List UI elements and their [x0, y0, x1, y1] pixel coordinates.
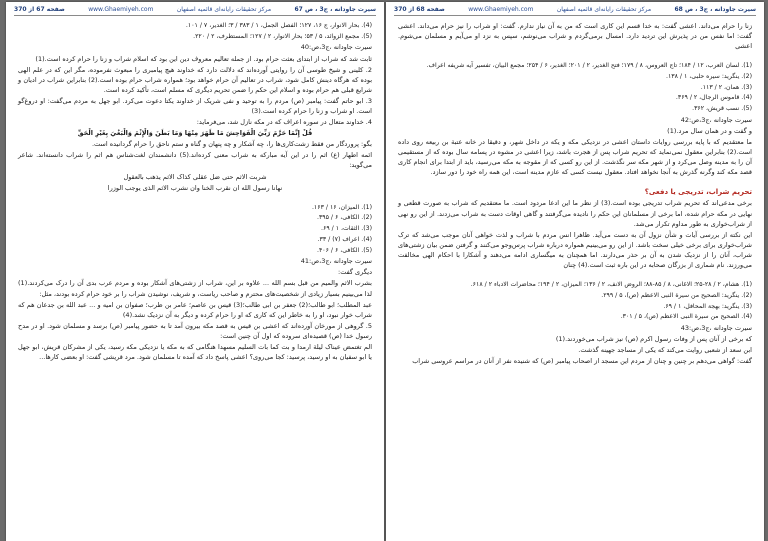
sira-reference: سیرت جاودانه ،ج‏3،ص:41 — [300, 257, 372, 266]
page-header — [394, 6, 756, 16]
footnote: (2). الکافی، ۶ / ۳۹۵. — [316, 214, 372, 222]
footnote: (2). ینگرید: سیره حلبی، ۱ / ۱۳۸. — [666, 72, 752, 80]
sira-reference: سیرت جاودانه ،ج‏3،ص:42 — [680, 115, 752, 124]
header-title: سیرت جاودانه ، ج‏3 ، ص 68 — [674, 6, 756, 13]
paragraph: گفت: گواهی می‌دهم بر چنین و چنان از مردم این مسجد از اصحاب پیامبر (ص) که شنیده نفر از آنان در مراسم عروسی شراب — [412, 357, 752, 366]
footnote: (3). همان، ۲ / ۱۱۳. — [700, 83, 752, 91]
page-body — [6, 16, 384, 362]
paragraph: الم تغتمض عیناک لیلة ارمدا و بت کما بات السلیم مسهدا هنگامی که به مکه یا نزدیکی مکه رسید، یکی از مشرکان قریش، ابو جهل یا ابو سفیان به او رسید، پرسید: کجا می‌روی؟ اعشی پاسخ داد که آمده تا مسلمان شود. مرد قریشی گفت: او بعضی کارها... — [18, 342, 372, 362]
paragraph: بگو: پروردگار من فقط زشت‌کاری‌ها را، چه آشکار و چه پنهان و گناه و ستم ناحق را حرام گردانیده است. — [91, 140, 372, 149]
header-page-number: صفحه 68 از 370 — [394, 6, 445, 13]
paragraph: دیگری گفت: — [338, 268, 372, 277]
paragraph: 4. خداوند متعال در سوره اعراف که در مکه نازل شد، می‌فرماید: — [196, 118, 372, 127]
paragraph: 3. ابو حاتم گفت: پیامبر (ص) مردم را به توحید و نفی شریک از خداوند یکتا دعوت می‌کرد. ابو جهل به مردم می‌گفت: او دروغ‌گو است. او شراب و زنا را حرام کرده است.(3) — [18, 96, 372, 115]
quran-verse: قُلْ إِنَّمَا حَرَّمَ رَبِّيَ الْفَوَاحِشَ مَا ظَهَرَ مِنْهَا وَمَا بَطَنَ وَالْإِثْمَ وَالْبَغْيَ بِغَيْرِ الْحَقِّ — [77, 129, 313, 138]
section-title: تحریم شراب، تدریجی یا دفعی؟ — [644, 188, 752, 197]
header-source: مرکز تحقیقات رایانه‌ای قائمیه اصفهان — [556, 6, 652, 13]
paragraph: ابن سعد از شعبی روایت می‌کند که یکی از مساجد جهینه گذشت. — [578, 346, 752, 355]
footnote: (1). لسان العرب، ۱۲ / ۱۸۴؛ تاج العروس، ۸ / ۱۷۹؛ فتح الغدیر، ۲ / ۲۰۱؛ الغدیر، ۶ / ۲۵۴؛ مجمع البیان، تفسیر آیه شریفه اعراف. — [426, 62, 752, 70]
page-header — [14, 6, 376, 16]
paragraph: زنا را حرام می‌داند. اعشی گفت: به خدا قسم این کاری است که من به آن نیاز ندارم. گفت: او شراب را نیز حرام می‌داند. اعشی گفت: اما نفس من در پذیرش این تردید دارد. امسال برمی‌گردم و شراب می‌نوشم، سپس به نزد او می‌آیم و مسلمان می‌شوم. اعشی — [398, 22, 752, 51]
footnote: (4). اعراف (۷) / ۳۳. — [317, 235, 372, 243]
paragraph: و گفت و در همان سال مرد.(1) — [667, 126, 752, 135]
footnote: (4). بحار الانوار، ج ۱۶، ۱۲۷؛ الفصل الجمل، ۱ / ۳۸۳ / ۳؛ الغدیر، ۷ / ۱۰۱. — [185, 22, 372, 29]
sira-reference: سیرت جاودانه ،ج‏3،ص:43 — [680, 323, 752, 332]
footnote: (3). الثقات، ۱ / ۶۹. — [321, 225, 372, 233]
paragraph: عبد المطلب؛ ابو طالب؛(2) جعفر بن ابی طالب؛(3) قیس بن عاصم؛ عامر بن ظرب؛ صفوان بن امیه و ... عبد الله بن جدعان هم که شراب خوار نبود، او را به خاطر این که کاری که او را حرام کرده و دیگر به آن نزدیک نشد.(4) — [18, 300, 372, 319]
footnote: (2). ینگرید: الصحیح من سیرة النبی الاعظم (ص)، ۵ / ۲۹۹. — [601, 291, 752, 299]
header-page-number: صفحه 67 از 370 — [14, 6, 65, 13]
page-body — [386, 16, 764, 366]
poem-line: نهانا رسول الله ان نقرب الخنا وان نشرب الاثم الذی یوجب الوزرا — [107, 183, 283, 192]
paragraph: ائمه اطهار (ع) اثم را در این آیه مبارکه به شراب معنی کرده‌اند.(5) دانشمندان لغت‌شناس هم اثم را شراب دانسته‌اند. شاعر می‌گوید: — [18, 151, 373, 170]
footnote: (5). نسب قریش، ۳۶۲. — [692, 105, 752, 113]
document-page-right — [386, 2, 764, 541]
header-source: مرکز تحقیقات رایانه‌ای قائمیه اصفهان — [176, 6, 272, 13]
footnote: (5). الکافی، ۶ / ۴۰۶. — [316, 246, 372, 254]
footnote: (4). الصحیح من سیرة النبی الاعظم (ص)، ۵ / ۳۰۱. — [620, 313, 752, 321]
paragraph: که برخی از آنان پس از وفات رسول اکرم (ص) نیز شراب می‌خوردند.(1) — [555, 335, 752, 344]
footnote: (5). مجمع الزوائد، ۵ / ۵۳؛ بحار الانوار، ۲ / ۱۲۷؛ المستطرف، ۲ / ۲۲۰. — [193, 32, 372, 40]
paragraph: 2. کلینی و شیخ طوسی آن را روایتی آورده‌اند که دلالت دارد که خداوند هیچ پیامبری را مبعوث نفرموده، مگر این که در علم الهی بوده که هرگاه دینش کامل شود، شراب در تعالیم آن حرام خواهد بود؛ همواره شراب حرام بوده است.(2) بنابراین شراب در ادیان و شرایع قبلی هم حرام بوده و اسلام این حکم را ضمن تحریم دیگری که مسلم است، تأکید کرده است. — [18, 65, 372, 94]
header-site-link[interactable]: www.Ghaemiyeh.com — [468, 6, 534, 13]
paragraph: بشرب الاثم والمیم من قبل بسم الله ... علاوه بر این، شراب از زشتی‌های آشکار بوده و مردم عرب بدی آن را درک می‌کردند.(1) لذا می‌بینیم بسیار زیادی از شخصیت‌های محترم و صاحب ریاست، و شریف، نوشیدن شراب را بر خود حرام کرده بودند، مثل: — [18, 279, 372, 298]
footnote: (1). المیزان، ۱۶ / ۱۶۳. — [311, 203, 372, 211]
poem-line: شربت الاثم حتی ضل عقلی کذاک الاثم یذهب بالعقول — [123, 172, 267, 181]
footnote: (1). هشام، ۲ / ۲۸-۲۵؛ الاغانی، ۸ / ۸۵-۸۸؛ الروض الانف، ۲ / ۱۳۶؛ المیزان، ۲ / ۱۹۴؛ محاضرات الادباء ۲ / ۶۱۸. — [470, 281, 752, 289]
header-title: سیرت جاودانه ، ج‏3 ، ص 67 — [294, 6, 376, 13]
footnote: (4). قاموس الرجال، ۲ / ۳۶۹. — [675, 94, 752, 102]
paragraph: ثابت شد که شراب از ابتدای بعثت حرام بود. از جمله تعالیم معروف دین این بود که اسلام شراب و زنا را حرام کرده است.(1) — [35, 54, 372, 63]
paragraph: 5. گروهی از مورخان آورده‌اند که اعشی بن قیس به قصد مکه بیرون آمد تا به حضور پیامبر (ص) برسد و مسلمان شود. او در مدح رسول خدا (ص) قصیده‌ای سروده که اول آن چنین است: — [18, 321, 372, 340]
footnote: (3). ینگرید: بهجة المحافل، ۱ / ۶۹. — [663, 302, 752, 310]
paragraph: برخی مدعی‌اند که تحریم شراب تدریجی بوده است.(3) از نظر ما این ادعا مردود است. ما معتقدیم که شراب به صورت قطعی و نهایی در مکه حرام شده، اما برخی از مسلمانان این حکم را نادیده می‌گرفتند و گاهی اوقات دست به شراب می‌زدند. از این رو نهی از شراب‌خواری به طور مداوم تکرار می‌شد. — [398, 199, 752, 228]
header-site-link[interactable]: www.Ghaemiyeh.com — [88, 6, 154, 13]
document-page-left — [6, 2, 384, 541]
paragraph: ما معتقدیم که با پایه بررسی روایات داستان اعشی در نزدیکی مکه و یکه در داخل شهر، و دقیقا در خانه عتبة بن ربیعه روی داده است.(2) بنابراین معقول نمی‌نماید که تحریم شراب پس از هجرت باشد، زیرا اعشی در مشوه در پسامه سال بوده که از مستقیمی آن را به مدینه وصل می‌کرد و از شهر مکه سر نگذشت. از این رو کسی که از مقوجه به مکه می‌رسید، باید از ابتدا برای انجام کاری قصد مکه کند وگرنه گذرش به آنجا نخواهد افتاد. معقول نیست کسی که عازم مدینه است، این همه راه خود را دور سازد. — [398, 137, 752, 177]
sira-reference: سیرت جاودانه ،ج‏3،ص:40 — [300, 43, 372, 52]
paragraph: این نکته از بررسی آیات و شأن نزول آن به دست می‌آید. ظاهرا انس مردم با شراب و لذت خواهی آنان موجب می‌شد که ترک شراب‌خواری برای برخی خیلی سخت باشد. از این رو می‌بینیم همواره درباره شراب پرس‌وجو می‌کنند و گرفتن ضمن بیان زشتی‌های شراب، آنان را از نزدیک شدن به آن بر حذر می‌دارند. اما همچنان به میگساری ادامه می‌دهند و آشکارا با احکام الهی مخالفت می‌ورزند. نام شماری از بزرگان صحابه در این باره ثبت است.(4) چنان — [398, 230, 752, 270]
